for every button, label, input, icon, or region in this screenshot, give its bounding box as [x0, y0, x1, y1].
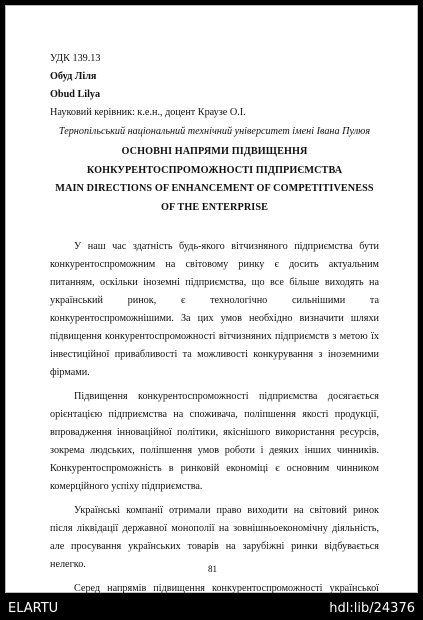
paragraph-line: комерційного успіху підприємства.: [50, 481, 203, 492]
paragraph-line: інвестиційної привабливості та можливості конкурування з іноземними: [50, 349, 379, 360]
title-ua-line-2: КОНКУРЕНТОСПРОМОЖНОСТІ ПІДПРИЄМСТВА: [86, 164, 343, 176]
viewer-footer: [0, 596, 423, 620]
paragraph-line: Серед напрямів підвищення конкурентоспроможності української: [74, 583, 379, 594]
paragraph-line: впровадження інноваційної політики, якіснішого використання ресурсів,: [50, 427, 379, 438]
repository-label: ELARTU: [8, 601, 59, 616]
supervisor-line: Науковий керівник: к.е.н., доцент Краузе О.І.: [50, 107, 246, 118]
paragraph-line: підвищення конкурентоспроможності вітчизняних підприємств з метою їх: [50, 331, 379, 342]
affiliation: Тернопільський національний технічний університет імені Івана Пулюя: [58, 126, 371, 137]
page-content: [50, 50, 379, 598]
paragraph-line: конкурентоспроможним на світовому ринку є досить актуальним: [50, 259, 379, 270]
document-page: [5, 5, 418, 593]
title-en-line-2: OF THE ENTERPRISE: [161, 201, 268, 213]
paragraph-line: орієнтацією підприємства на споживача, поліпшення якості продукції,: [50, 409, 379, 420]
paragraph-line: Конкурентоспроможність в ринковій економіці є основним чинником: [50, 463, 379, 474]
paragraph-line: зокрема людських, поліпшення умов роботи і деяких інших чинників.: [50, 445, 379, 456]
page-number: 81: [208, 564, 217, 574]
title-en-line-1: MAIN DIRECTIONS OF ENHANCEMENT OF COMPETITIVENESS: [55, 183, 374, 194]
paragraph-line: У наш час здатність будь-якого вітчизняного підприємства бути: [74, 241, 379, 252]
title-ua-line-1: ОСНОВНІ НАПРЯМИ ПІДВИЩЕННЯ: [121, 146, 308, 157]
udc-code: УДК 139.13: [50, 53, 101, 64]
paragraph-line: нелегко.: [50, 559, 86, 570]
paragraph-line: після ліквідації державної монополії на зовнішньоекономічну діяльність,: [50, 523, 379, 534]
paragraph-line: Підвищення конкурентоспроможності підприємства досягається: [74, 391, 379, 402]
paragraph-1: [50, 238, 379, 382]
paragraph-2: [50, 388, 379, 496]
paragraph-line: фірмами.: [50, 367, 90, 378]
paragraph-line: питанням, оскільки іноземні підприємства, що все більше виходять на: [50, 277, 379, 288]
author-name-ua: Обуд Ліля: [50, 71, 97, 82]
paragraph-line: конкурентоспроможнішими. За цих умов необхідно визначити шляхи: [50, 313, 379, 324]
author-name-en: Obud Lilya: [50, 89, 101, 100]
handle-label: hdl:lib/24376: [329, 601, 415, 616]
paragraph-line: але просування українських товарів на зарубіжні ринки відбувається: [50, 541, 379, 552]
paragraph-line: Українські компанії отримали право виходити на світовий ринок: [74, 505, 379, 516]
paragraph-line: український ринок, є технологічно сильнішими та: [50, 295, 379, 306]
